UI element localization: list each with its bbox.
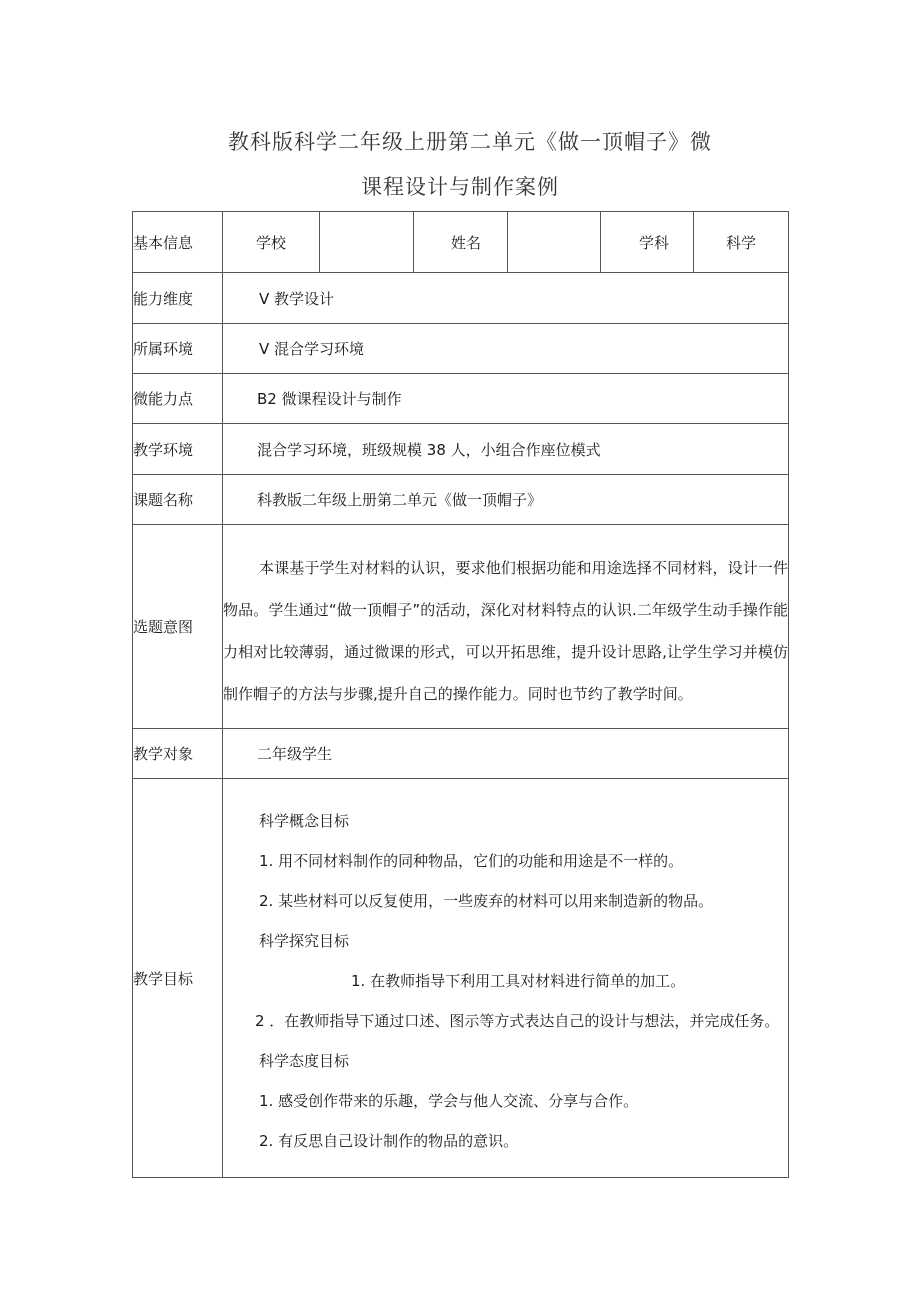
basic-info-label: 基本信息 (133, 212, 223, 273)
attitude-heading: 科学态度目标 (259, 1052, 350, 1070)
row-value: B2 微课程设计与制作 (223, 374, 789, 424)
row-label: 微能力点 (133, 374, 223, 424)
school-value (320, 212, 414, 273)
basic-info-row (133, 212, 789, 273)
row-value: 混合学习环境，班级规模 38 人，小组合作座位模式 (223, 424, 789, 475)
course-design-table (132, 211, 789, 1178)
row-label: 课题名称 (133, 475, 223, 525)
table-row-environment (133, 324, 789, 374)
audience-label: 教学对象 (133, 729, 223, 779)
rationale-text: 本课基于学生对材料的认识，要求他们根据功能和用途选择不同材料，设计一件物品。学生通过“做一顶帽子”的活动，深化对材料特点的认识.二年级学生动手操作能力相对比较薄弱，通过微课的形式，可以开拓思维，提升设计思路,让学生学习并模仿制作帽子的方法与步骤,提升自己的操作能力。同时也节约了教学时间。 (223, 525, 789, 729)
inquiry-item-2: 2 ．在教师指导下通过口述、图示等方式表达自己的设计与想法，并完成任务。 (255, 1012, 780, 1030)
row-value: 科教版二年级上册第二单元《做一顶帽子》 (223, 475, 789, 525)
document-title-line-1: 教科版科学二年级上册第二单元《做一顶帽子》微 (228, 130, 712, 154)
table-row-rationale (133, 525, 789, 729)
objectives-label: 教学目标 (133, 779, 223, 1178)
table-row-objectives (133, 779, 789, 1178)
table-row-micro-ability (133, 374, 789, 424)
name-label: 姓名 (414, 212, 508, 273)
attitude-item-1: 1. 感受创作带来的乐趣，学会与他人交流、分享与合作。 (259, 1092, 639, 1110)
table-row-ability (133, 273, 789, 324)
row-label: 能力维度 (133, 273, 223, 324)
row-value: V 混合学习环境 (223, 324, 789, 374)
table-row-audience (133, 729, 789, 779)
subject-label: 学科 (601, 212, 694, 273)
concept-item-2: 2. 某些材料可以反复使用，一些废弃的材料可以用来制造新的物品。 (259, 892, 714, 910)
name-value (508, 212, 601, 273)
subject-value: 科学 (694, 212, 789, 273)
audience-value: 二年级学生 (223, 729, 789, 779)
row-label: 教学环境 (133, 424, 223, 475)
objectives-content (223, 779, 789, 1178)
rationale-label: 选题意图 (133, 525, 223, 729)
table-row-topic (133, 475, 789, 525)
row-label: 所属环境 (133, 324, 223, 374)
document-title-line-2: 课程设计与制作案例 (361, 175, 559, 199)
row-value: V 教学设计 (223, 273, 789, 324)
inquiry-item-1: 1. 在教师指导下利用工具对材料进行简单的加工。 (351, 972, 686, 990)
table-row-teaching-env (133, 424, 789, 475)
concept-heading: 科学概念目标 (259, 812, 350, 830)
school-label: 学校 (223, 212, 320, 273)
attitude-item-2: 2. 有反思自己设计制作的物品的意识。 (259, 1132, 519, 1150)
inquiry-heading: 科学探究目标 (259, 932, 350, 950)
concept-item-1: 1. 用不同材料制作的同种物品，它们的功能和用途是不一样的。 (259, 852, 684, 870)
